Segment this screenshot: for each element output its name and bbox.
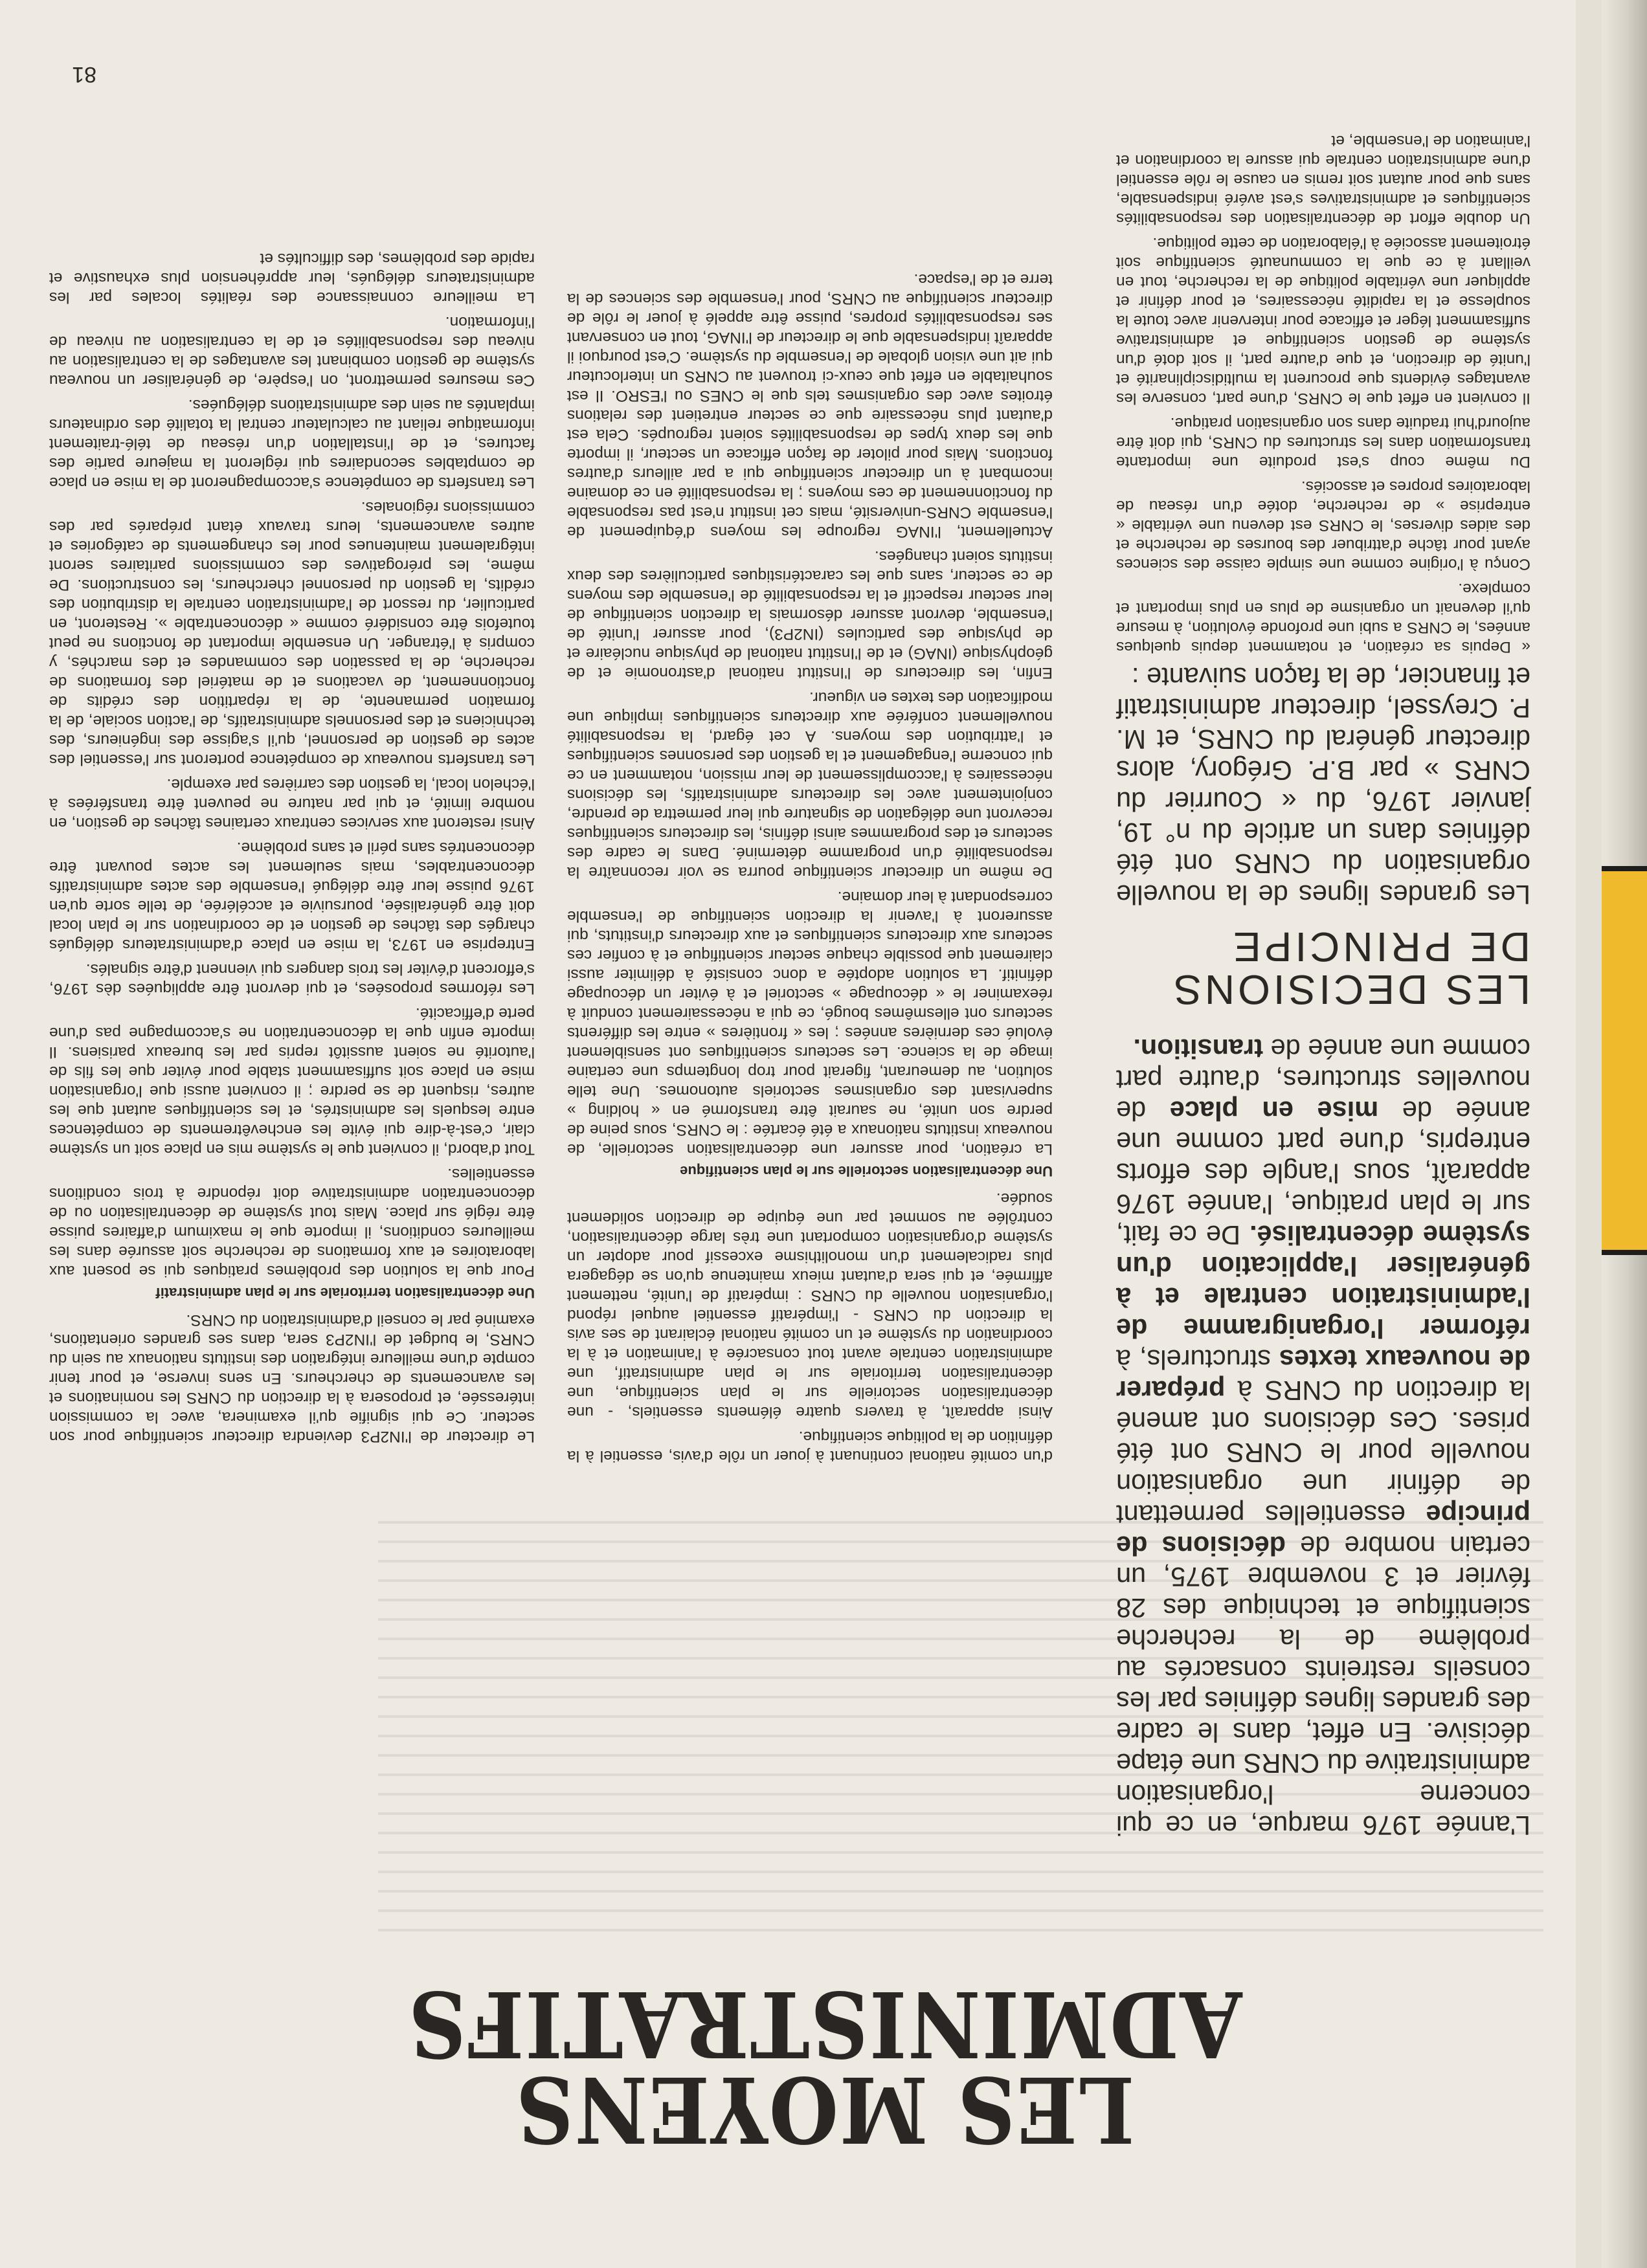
quote-paragraph: Du même coup s'est produite une importante transformation dans les structures du CNRS, qui doit être aujourd'hui traduite dans son organisation pratique. [1116,414,1530,471]
heading-line-2: DE PRINCIPE [1230,924,1530,970]
body-paragraph: De même un directeur scientifique pourra se voir reconnaître la responsabilité d'un programme déterminé. Dans le cadre des secteurs et des programmes ainsi définis, les directeurs scientifiques recevront une délégation de signature qui leur permettra de prendre, conjointement avec les directeurs administratifs, les décisions nécessaires à l'accomplissement de leur mission, notamment en ce qui concerne l'engagement et la gestion des personnes scientifiques et l'attribution des moyens. A cet égard, la responsabilité nouvellement conférée aux directeurs scientifiques implique une modification des textes en vigueur. [567,689,1053,881]
title-line-1: LES MOYENS [515,2056,1135,2162]
lead-text: de nouvelles structures, d'autre part comme une année de [1116,1034,1530,1126]
body-paragraph: Entreprise en 1973, la mise en place d'administrateurs délégués chargés des tâches de gestion et de coordination sur le plan local doit être généralisée, poursuivie et accélérée, de telle sorte qu'en 1976 puisse leur être délégué l'ensemble des actes administratifs déconcentrables, mais seulement les actes pouvant être déconcentrés sans péril et sans problème. [49,839,535,953]
lead-emphasis: transition. [1133,1034,1264,1064]
page-number: 81 [72,62,96,87]
yellow-accent-bar [1602,866,1647,1255]
column-1 [1116,126,1530,1841]
title-line-2: ADMINISTRATIFS [407,1970,1242,2076]
lead-paragraph [1116,1033,1530,1841]
body-paragraph: Enfin, les directeurs de l'Institut national d'astronomie et de géophysique (INAG) et de l'Institut national de physique nucléaire et de physique des particules (IN2P3), pour assurer l'unité de l'ensemble, devront assurer désormais la direction scientifique de leur secteur respectif et la responsabilité de l'ensemble des moyens de ce secteur, sans que les caractéristiques particulières des deux instituts soient changées. [567,548,1053,682]
body-paragraph: d'un comité national continuant à jouer un rôle d'avis, essentiel à la définition de la politique scientifique. [567,1428,1053,1465]
quote-paragraph: Un double effort de décentralisation des responsabilités scientifiques et administratives s'est avéré indispensable, sans que pour autant soit remis en cause le rôle essentiel d'une administration centrale qui assure la coordination et l'animation de l'ensemble, et [1116,132,1530,227]
quote-paragraph: Conçu à l'origine comme une simple caisse des sciences ayant pour tâche d'attribuer des bourses de recherche et des aides diverses, le CNRS est devenu une véritable « entreprise » de recherche, dotée d'un réseau de laboratoires propres et associés. [1116,478,1530,573]
page-title [398,1970,1252,2162]
body-paragraph: La création, pour assurer une décentralisation sectorielle, de nouveaux instituts nationaux a été écartée : le CNRS, sous peine de perdre son unité, ne saurait être transformé en « holding » supervisant des organismes sectoriels autonomes. Une telle solution, au demeurant, figerait pour trop longtemps une certaine image de la science. Les secteurs scientifiques ont sensiblement évolué ces dernières années ; les « frontières » entre les différents secteurs ont ellesmêmes bougé, ce qui a nécessairement conduit à réexaminer le « découpage » sectoriel et à éviter un découpage définitif. La solution adoptée a donc consisté à délimiter aussi clairement que possible chaque secteur scientifique et à confier ces secteurs aux directeurs scientifiques et aux directeurs d'instituts, qui assureront à l'avenir la direction scientifique de l'ensemble correspondant à leur domaine. [567,888,1053,1158]
lead-emphasis: réformer l'organigramme de l'administration centrale et à généraliser l'application d'un système décentralisé. [1116,1220,1530,1344]
body-paragraph: Les transferts nouveaux de compétence porteront sur l'essentiel des actes de gestion de personnel, qu'il s'agisse des ingénieurs, des techniciens et des personnels administratifs, de l'action sociale, de la formation permanente, de la répartition des crédits de fonctionnement, de vacations et de matériel des formations de recherche, de la passation des commandes et des marchés, y compris à l'étranger. Un ensemble important de fonctions ne peut toutefois être considéré comme « déconcentrable ». Resteront, en particulier, du ressort de l'administration centrale la distribution des crédits, la gestion du personnel chercheurs, les constructions. De même, les prérogatives des commissions paritaires seront intégralement maintenues pour les changements de catégories et autres avancements, leurs travaux étant préparés par des commissions régionales. [49,498,535,768]
body-paragraph: Les réformes proposées, et qui devront être appliquées dès 1976, s'efforcent d'éviter les trois dangers qui viennent d'être signalés. [49,961,535,997]
heading-line-1: LES DECISIONS [1171,966,1530,1013]
lead-text: essentielles permettant de définir une organisation nouvelle pour le CNRS ont été prises. Ces décisions ont amené la direction du CNRS à [1116,1375,1530,1530]
lead-emphasis: mise en place [1169,1096,1379,1126]
lead-emphasis: préparer de nouveaux textes [1116,1344,1530,1406]
body-paragraph: Actuellement, l'INAG regroupe les moyens d'équipement de l'ensemble CNRS-université, mais cet institut n'est pas responsable du fonctionnement de ces moyens ; la responsabilité en ce domaine incombant à un directeur scientifique qui a par ailleurs d'autres fonctions. Mais pour piloter de façon efficace un secteur, il importe que les deux types de responsabilités soient regroupés. Cela est d'autant plus nécessaire que ce secteur entretient des relations étroites avec des organismes tels que le CNES ou l'ESRO. Il est souhaitable en effet que ceux-ci trouvent au CNRS un interlocuteur qui ait une vision globale de l'ensemble du système. C'est pourquoi il apparaît indispensable que le directeur de l'INAG, tout en conservant ses responsabilités propres, puisse être appelé à jouer le rôle de directeur scientifique au CNRS, pour l'ensemble des sciences de la terre et de l'espace. [567,271,1053,540]
body-paragraph: Tout d'abord, il convient que le système mis en place soit un système clair, c'est-à-dire qui évite les enchevêtrements de compétences entre lesquels les administrés, et les scientifiques autant que les autres, risquent de se perdre ; il convient aussi que l'organisation mise en place soit suffisamment stable pour éviter que les fils de l'autorité ne soient aussitôt repris par les bureaux parisiens. Il importe enfin que la déconcentration ne s'accompagne pas d'une perte d'efficacité. [49,1005,535,1158]
lead-text: structurels, à [1116,1344,1279,1375]
lead-text: L'année 1976 marque, en ce qui concerne l'organisation administrative du CNRS une étape décisive. En effet, dans le cadre des grandes lignes définies par les conseils restreints consacrés au problème de la recherche scientifique et technique des 28 février et 3 novembre 1975, un certain nombre de [1116,1531,1530,1841]
subheading-sectorielle: Une décentralisation sectorielle sur le plan scientifique [680,1163,1053,1179]
subheading-territoriale: Une décentralisation territoriale sur le plan administratif [155,1285,535,1301]
facing-page-edge [1576,0,1602,2268]
intro-paragraph: Les grandes lignes de la nouvelle organisation du CNRS ont été définies dans un article du n° 19, janvier 1976, du « Courrier du CNRS » par B.P. Grégory, alors directeur général du CNRS, et M. P. Creyssel, directeur administratif et financier, de la façon suivante : [1116,662,1530,910]
body-paragraph: Ainsi apparaît, à travers quatre éléments essentiels, - une décentralisation sectorielle sur le plan scientifique, une décentralisation territoriale sur le plan administratif, une administration centrale avant tout consacrée à l'animation et à la coordination du système et un comité national éclairant de ses avis la direction du CNRS - l'impératif essentiel auquel répond l'organisation nouvelle du CNRS : impératif de l'unité, nettement affirmée, et qui sera d'autant mieux maintenue qu'on se dégagera plus radicalement d'un monolithisme excessif pour adopter un système d'organisation comportant une très large décentralisation, contrôlée au sommet par une équipe de direction solidement soudée. [567,1190,1053,1421]
lead-emphasis: décisions de principe [1116,1500,1530,1561]
body-paragraph: Ces mesures permettront, on l'espère, de généraliser un nouveau système de gestion combinant les avantages de la centralisation au niveau des responsabilités et de la centralisation au niveau de l'information. [49,313,535,389]
body-paragraph: Le directeur de l'IN2P3 deviendra directeur scientifique pour son secteur. Ce qui signifie qu'il examinera, avec la commission intéressée, et proposera à la direction du CNRS les nominations et les avancements de chercheurs. En sens inverse, et pour tenir compte d'une meilleure intégration des instituts nationaux au sein du CNRS, le budget de l'IN2P3 sera, dans ses grandes orientations, examiné par le conseil d'administration du CNRS. [49,1311,535,1445]
body-paragraph: La meilleure connaissance des réalités locales par les administrateurs délégués, leur appréhension plus exhaustive et rapide des problèmes, des difficultés et [49,250,535,306]
body-paragraph: Les transferts de compétence s'accompagneront de la mise en place de comptables secondaires qui régleront la majeure partie des factures, et de l'installation d'un réseau de télé-traitement informatique reliant au calculateur central la totalité des ordinateurs implantés au sein des administrations déléguées. [49,396,535,491]
body-paragraph: Ainsi resteront aux services centraux certaines tâches de gestion, en nombre limité, et qui par nature ne peuvent être transférées à l'échelon local, la gestion des carrières par exemple. [49,775,535,832]
quote-paragraph: Il convient en effet que le CNRS, d'une part, conserve les avantages évidents que procurent la multidisciplinarité et l'unité de direction, et que d'autre part, il soit doté d'un système de gestion scientifique et administrative suffisamment léger et efficace pour intervenir avec toute la souplesse et la rapidité nécessaires, et pour définir et appliquer une véritable politique de la recherche, tout en veillant à ce que la communauté scientifique soit étroitement associée à l'élaboration de cette politique. [1116,234,1530,407]
quote-paragraph: « Depuis sa création, et notamment depuis quelques années, le CNRS a subi une profonde évolution, à mesure qu'il devenait un organisme de plus en plus important et complexe. [1116,580,1530,656]
lead-text: De ce fait, sur le plan pratique, l'année 1976 apparaît, sous l'angle des efforts entrepris, d'une part comme une année de [1116,1096,1530,1251]
body-paragraph: Pour que la solution des problèmes pratiques qui se posent aux laboratoires et aux formations de recherche soit assurée dans les meilleures conditions, il importe que le maximum d'affaires puisse être réglé sur place. Mais tout système de décentralisation ou de déconcentration administrative doit répondre à trois conditions essentielles. [49,1165,535,1280]
section-heading-decisions [1116,926,1530,1011]
column-3 [49,243,535,1446]
column-2 [567,264,1053,1465]
